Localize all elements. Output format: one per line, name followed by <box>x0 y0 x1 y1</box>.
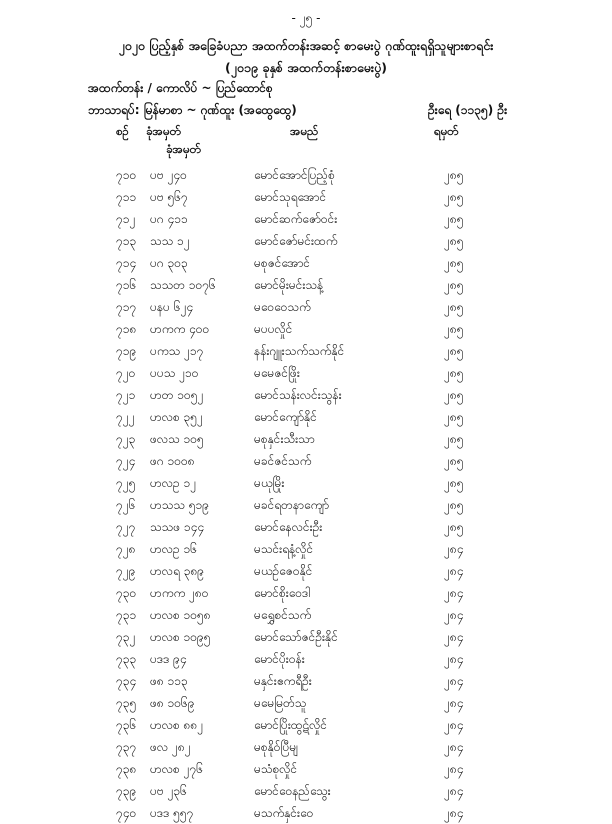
row-roll-number: ဖ၈ ၁၁၃ <box>150 674 188 688</box>
row-marks: ၂၈၄ <box>444 564 464 578</box>
row-roll-number: ဟတ ၁၀၅၂ <box>150 388 204 402</box>
row-name: မပပလှိုင် <box>254 322 293 336</box>
row-number: ၇၁၃ <box>116 234 137 248</box>
row-roll-number: ဖလ ၂၈၂ <box>150 740 191 754</box>
row-marks: ၂၈၄ <box>444 542 464 556</box>
row-name: မောင်ကျော်နိုင် <box>254 410 317 424</box>
row-roll-number: ပပသ ၂၁၀ <box>150 366 199 380</box>
row-roll-number: ဖလသ ၁၀၅ <box>150 432 204 446</box>
table-row <box>0 604 612 626</box>
table-row <box>0 362 612 384</box>
row-roll-number: ဟကက ၂၈၀ <box>150 586 209 600</box>
row-roll-number: ဟသသ ၅၁၉ <box>150 498 210 512</box>
row-roll-number: ဟလစ ၃၅၂ <box>150 410 203 424</box>
row-roll-number: ပကသ ၂၁၇ <box>150 344 204 358</box>
row-marks: ၂၈၅ <box>444 344 464 358</box>
row-roll-number: ဟလစ ၁၀၅၈ <box>150 608 211 622</box>
table-row <box>0 186 612 208</box>
row-name: မောင်ဆက်ဇော်ဝင်း <box>254 212 338 226</box>
table-row <box>0 626 612 648</box>
row-marks: ၂၈၄ <box>444 608 464 622</box>
row-roll-number: ပဂ ၃၀၃ <box>150 256 188 270</box>
row-number: ၇၂၈ <box>116 542 136 556</box>
row-number: ၇၃၁ <box>116 608 137 622</box>
table-row <box>0 428 612 450</box>
row-marks: ၂၈၅ <box>444 168 464 182</box>
row-name: မောင်သန်းလင်းသွန်း <box>254 388 342 402</box>
table-row <box>0 780 612 802</box>
table-row <box>0 758 612 780</box>
row-marks: ၂၈၅ <box>444 212 464 226</box>
row-number: ၇၃၉ <box>116 784 137 798</box>
row-number: ၇၃၀ <box>116 586 137 600</box>
row-name: မောင်ပိုးဝန်း <box>254 652 305 666</box>
table-row <box>0 252 612 274</box>
table-row <box>0 516 612 538</box>
row-name: နန်းဂျူးသက်သက်နိုင် <box>254 344 345 358</box>
row-number: ၇၁၄ <box>116 256 137 270</box>
row-name: မမေဇင်ဖြိုး <box>254 366 300 380</box>
row-marks: ၂၈၄ <box>444 718 464 732</box>
row-number: ၇၁၂ <box>116 212 136 226</box>
row-number: ၇၂၁ <box>116 388 136 402</box>
row-marks: ၂၈၄ <box>444 674 464 688</box>
row-roll-number: ဖ၈ ၁၀၆၉ <box>150 696 195 710</box>
row-name: မောင်ဝေနည်သွေး <box>254 784 331 798</box>
row-number: ၇၃၆ <box>116 718 137 732</box>
row-marks: ၂၈၅ <box>444 410 464 424</box>
row-number: ၇၂၄ <box>116 454 136 468</box>
row-number: ၇၂၆ <box>116 498 136 512</box>
row-roll-number: ဟလရ ၃၈၉ <box>150 564 205 578</box>
row-number: ၇၃၇ <box>116 740 137 754</box>
row-marks: ၂၈၄ <box>444 630 464 644</box>
row-number: ၇၁၁ <box>116 190 137 204</box>
total-count: ဦးရေ (၁၁၃၅) ဦး <box>428 103 508 117</box>
row-roll-number: ဟလစ ၈၈၂ <box>150 718 204 732</box>
row-name: မဝေဝေသက် <box>254 300 311 314</box>
row-roll-number: ပဗ ၂၄၀ <box>150 168 187 182</box>
row-roll-number: ဟကက ၄၀၀ <box>150 322 210 336</box>
table-row <box>0 736 612 758</box>
row-roll-number: ဟလစ ၁၀၉၅ <box>150 630 211 644</box>
row-name: မသက်နှင်းဝေ <box>254 806 314 820</box>
table-row <box>0 340 612 362</box>
row-name: မစုနိုဝ်ပြီမျ <box>254 740 299 754</box>
table-row <box>0 692 612 714</box>
row-marks: ၂၈၄ <box>444 740 464 754</box>
row-roll-number: ပဂ ၄၁၁ <box>150 212 188 226</box>
header-roll: ခုံအမှတ် <box>146 124 181 138</box>
row-name: မခင်ရတနာကျော် <box>254 498 330 512</box>
row-number: ၇၃၂ <box>116 630 136 644</box>
row-roll-number: သသဖ ၁၄၄ <box>150 520 205 534</box>
table-row <box>0 648 612 670</box>
row-number: ၇၃၈ <box>116 762 137 776</box>
row-name: မောင်စိုးဝေဒါ <box>254 586 311 600</box>
table-row <box>0 538 612 560</box>
row-roll-number: ပဗ ၅၆၇ <box>150 190 188 204</box>
row-marks: ၂၈၄ <box>444 762 464 776</box>
row-name: မသံစုလှိုင် <box>254 762 298 776</box>
row-number: ၇၃၃ <box>116 652 137 666</box>
row-name: မောင်သော်ဇင်ဦးနိုင် <box>254 630 338 644</box>
row-number: ၇၂၅ <box>116 476 136 490</box>
row-number: ၇၁၉ <box>116 344 137 358</box>
row-name: မောင်ဇော်မင်းထက် <box>254 234 338 248</box>
table-row <box>0 318 612 340</box>
table-row <box>0 230 612 252</box>
row-roll-number: ဟလစ ၂၇၆ <box>150 762 203 776</box>
header-no: စဉ် <box>116 124 129 138</box>
row-marks: ၂၈၅ <box>444 520 464 534</box>
row-roll-number: ပဒဒ ၅၅၇ <box>150 806 194 820</box>
table-row <box>0 296 612 318</box>
row-number: ၇၂၉ <box>116 564 136 578</box>
table-row <box>0 450 612 472</box>
row-marks: ၂၈၅ <box>444 300 464 314</box>
row-name: မယုမြိုး <box>254 476 285 490</box>
row-marks: ၂၈၄ <box>444 806 464 820</box>
row-number: ၇၁၆ <box>116 278 137 292</box>
row-marks: ၂၈၄ <box>444 652 464 666</box>
row-marks: ၂၈၄ <box>444 586 464 600</box>
header-roll-line2: ခုံအမှတ် <box>166 142 201 156</box>
row-name: မယဉ်ဇေ၀နိုင် <box>254 564 313 578</box>
row-roll-number: သသ ၁၂ <box>150 234 190 248</box>
row-roll-number: ပဗ ၂၃၆ <box>150 784 187 798</box>
row-roll-number: ဟလဥ ၁၂ <box>150 476 197 490</box>
table-row <box>0 494 612 516</box>
row-marks: ၂၈၄ <box>444 696 464 710</box>
row-marks: ၂၈၅ <box>444 322 464 336</box>
document-subtitle: (၂၀၁၉ ခုနှစ် အထက်တန်းစာမေးပွဲ) <box>225 60 387 75</box>
row-marks: ၂၈၅ <box>444 234 464 248</box>
row-name: မစုနှင်းသီးသာ <box>254 432 315 446</box>
header-name: အမည် <box>290 124 319 138</box>
row-number: ၇၂၂ <box>116 410 135 424</box>
row-name: မစုဇင်အောင် <box>254 256 311 270</box>
table-row <box>0 670 612 692</box>
row-marks: ၂၈၅ <box>444 190 464 204</box>
row-number: ၇၂၃ <box>116 432 136 446</box>
row-roll-number: ပနပ ၆၂၄ <box>150 300 194 314</box>
row-marks: ၂၈၅ <box>444 476 464 490</box>
row-roll-number: ဟလဥ ၁၆ <box>150 542 197 556</box>
row-number: ၇၃၅ <box>116 696 137 710</box>
row-marks: ၂၈၅ <box>444 454 464 468</box>
header-marks: ရမှတ် <box>434 124 459 138</box>
row-number: ၇၂၀ <box>116 366 136 380</box>
row-name: မောင်သုရအောင် <box>254 190 327 204</box>
page-number: - ၂၅ - <box>291 11 321 25</box>
row-roll-number: သသတ ၁၀၇၆ <box>150 278 216 292</box>
row-number: ၇၁၇ <box>116 300 137 314</box>
row-number: ၇၂၇ <box>116 520 136 534</box>
row-number: ၇၃၄ <box>116 674 137 688</box>
row-name: မောင်မိုးမင်းသန့် <box>254 278 324 292</box>
row-name: မောင်ပြိုးထွဋ်လှိုင် <box>254 718 328 732</box>
row-name: မနှင်းဧကရီဦး <box>254 674 312 688</box>
row-marks: ၂၈၅ <box>444 256 464 270</box>
row-marks: ၂၈၄ <box>444 784 464 798</box>
results-table <box>0 164 612 824</box>
table-row <box>0 560 612 582</box>
table-row <box>0 802 612 824</box>
table-row <box>0 714 612 736</box>
table-row <box>0 208 612 230</box>
row-number: ၇၁၀ <box>116 168 137 182</box>
row-roll-number: ဖဂ ၁၀၀၈ <box>150 454 195 468</box>
row-marks: ၂၈၅ <box>444 388 464 402</box>
row-marks: ၂၈၅ <box>444 366 464 380</box>
row-roll-number: ပဒဒ ၉၄ <box>150 652 187 666</box>
table-row <box>0 472 612 494</box>
row-name: မောင်အောင်ပြည့်စုံ <box>254 168 335 182</box>
row-number: ၇၄၀ <box>116 806 137 820</box>
table-row <box>0 164 612 186</box>
row-name: မောင်နေလင်းဦး <box>254 520 323 534</box>
row-name: မသင်းရနံ့လှိုင် <box>254 542 314 556</box>
region-line: အထက်တန်း / ကောလိပ် ~ ပြည်ထောင်စု <box>88 81 273 95</box>
row-marks: ၂၈၅ <box>444 498 464 512</box>
subject-line: ဘာသာရပ်: မြန်မာစာ ~ ဂုဏ်ထူး (အထွေထွေ) <box>88 103 297 117</box>
row-name: မခင်ဇင်သက် <box>254 454 312 468</box>
row-name: မရွှေစင်သက် <box>254 608 312 622</box>
row-marks: ၂၈၅ <box>444 278 464 292</box>
table-row <box>0 582 612 604</box>
row-name: မမေမြတ်သူ <box>254 696 307 710</box>
row-number: ၇၁၈ <box>116 322 137 336</box>
table-row <box>0 384 612 406</box>
document-title: ၂၀၂၀ ပြည့်နှစ် အခြေခံပညာ အထက်တန်းအဆင့် စာမေးပွဲ ဂုဏ်ထူးရရှိသူများစာရင်း <box>118 38 494 53</box>
table-row <box>0 406 612 428</box>
row-marks: ၂၈၅ <box>444 432 464 446</box>
table-row <box>0 274 612 296</box>
